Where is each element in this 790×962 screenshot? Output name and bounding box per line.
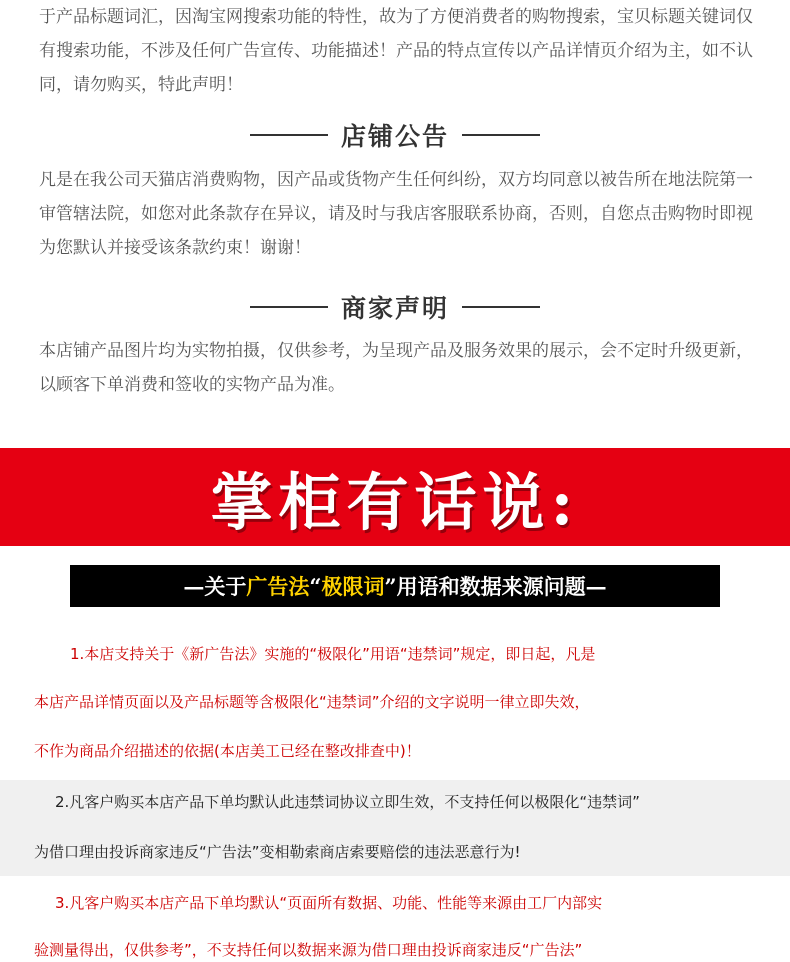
point-1-line-3: 不作为商品介绍描述的依据(本店美工已经在整改排查中)！ xyxy=(34,742,421,760)
point-1-line-1: 1.本店支持关于《新广告法》实施的“极限化”用语“违禁词”规定，即日起，凡是 xyxy=(70,645,596,663)
heading-rule-left xyxy=(250,306,328,308)
point-1-line-2: 本店产品详情页面以及产品标题等含极限化“违禁词”介绍的文字说明一律立即失效， xyxy=(34,693,590,711)
store-notice-text: 凡是在我公司天猫店消费购物，因产品或货物产生任何纠纷，双方均同意以被告所在地法院第一审管辖法院，如您对此条款存在异议，请及时与我店客服联系协商，否则，自您点击购物时即视为您默认并接受该条款约束！谢谢！ xyxy=(39,170,753,258)
merchant-statement-heading xyxy=(0,287,790,327)
heading-rule-left xyxy=(250,134,328,136)
subtitle-suffix: 用语和数据来源问题— xyxy=(396,574,607,599)
point-3-line-1: 3.凡客户购买本店产品下单均默认“页面所有数据、功能、性能等来源由工厂内部实 xyxy=(55,894,603,912)
merchant-statement-title: 商家声明 xyxy=(340,294,449,323)
shopkeeper-says-banner xyxy=(0,448,790,546)
merchant-statement-text: 本店铺产品图片均为实物拍摄，仅供参考，为呈现产品及服务效果的展示，会不定时升级更新，以顾客下单消费和签收的实物产品为准。 xyxy=(39,341,753,395)
point-2-line-1: 2.凡客户购买本店产品下单均默认此违禁词协议立即生效，不支持任何以极限化“违禁词” xyxy=(55,793,640,811)
store-notice-title: 店铺公告 xyxy=(340,122,449,151)
ad-law-subtitle-bar xyxy=(70,565,720,607)
point-3-line-2: 验测量得出，仅供参考”，不支持任何以数据来源为借口理由投诉商家违反“广告法” xyxy=(34,941,583,959)
subtitle-prefix: —关于 xyxy=(183,574,247,599)
store-notice-heading xyxy=(0,115,790,155)
subtitle-highlight-extreme-words: 极限词 xyxy=(321,574,385,599)
heading-rule-right xyxy=(462,306,540,308)
subtitle-quote-close: ” xyxy=(384,573,397,599)
subtitle-highlight-ad-law: 广告法 xyxy=(246,574,310,599)
heading-rule-right xyxy=(462,134,540,136)
subtitle-quote-open: “ xyxy=(309,573,322,599)
notice-intro-text: 于产品标题词汇，因淘宝网搜索功能的特性，故为了方便消费者的购物搜索，宝贝标题关键词仅有搜索功能，不涉及任何广告宣传、功能描述！产品的特点宣传以产品详情页介绍为主，如不认同，请勿购买，特此声明！ xyxy=(39,7,753,95)
point-2-line-2: 为借口理由投诉商家违反“广告法”变相勒索商店索要赔偿的违法恶意行为! xyxy=(34,843,521,861)
banner-title: 掌柜有话说: xyxy=(210,465,580,539)
